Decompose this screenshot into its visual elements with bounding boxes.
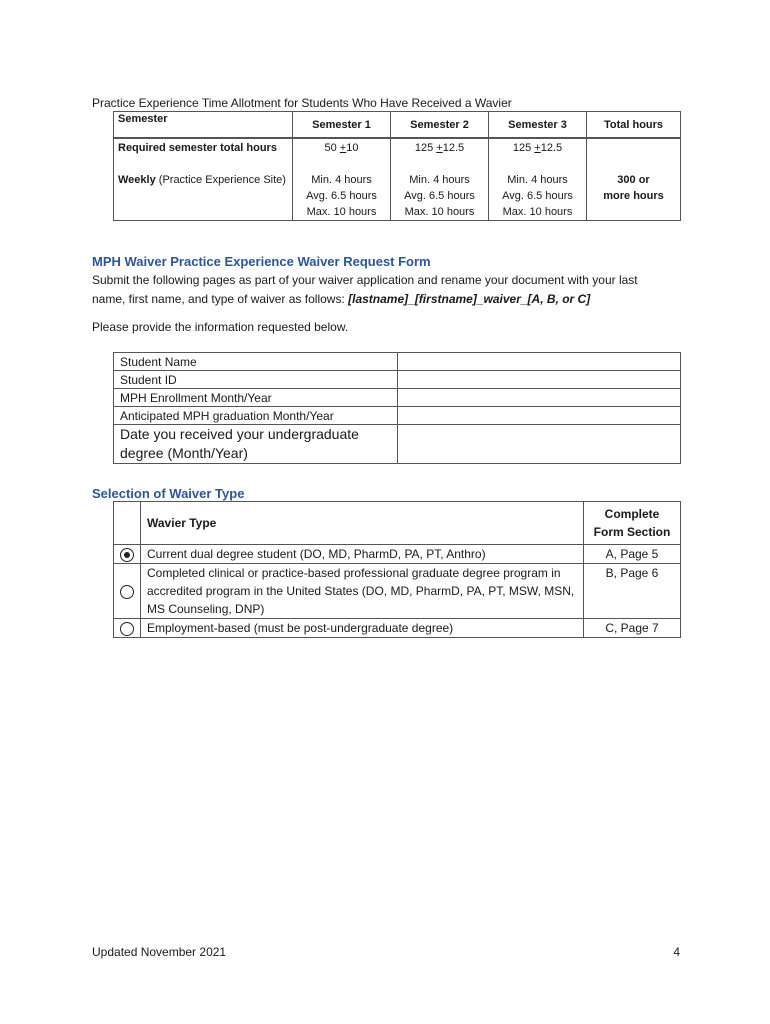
student-name-label: Student Name	[114, 353, 398, 371]
semester-3-required: 125 +12.5	[489, 138, 587, 172]
semester-1-required: 50 +10	[293, 138, 391, 172]
waiver-option-a-radio[interactable]	[114, 545, 141, 564]
student-info-row	[114, 407, 681, 425]
semester-2-weekly: Min. 4 hours Avg. 6.5 hours Max. 10 hours	[391, 172, 489, 221]
student-info-row	[114, 371, 681, 389]
required-hours-row	[114, 138, 681, 172]
student-id-label: Student ID	[114, 371, 398, 389]
weekly-hours-row	[114, 172, 681, 221]
waiver-option-b-radio[interactable]	[114, 564, 141, 619]
waiver-option-label: Employment-based (must be post-undergraduate degree)	[141, 619, 584, 638]
practice-hours-table	[113, 111, 681, 221]
enrollment-label: MPH Enrollment Month/Year	[114, 389, 398, 407]
student-info-row	[114, 389, 681, 407]
header-semester-2: Semester 2	[391, 112, 489, 139]
required-hours-label: Required semester total hours	[114, 138, 293, 172]
waiver-option-row	[114, 619, 681, 638]
page-number: 4	[673, 945, 680, 959]
header-semester: Semester	[114, 112, 293, 139]
radio-unselected-icon[interactable]	[120, 585, 134, 599]
total-hours-value: 300 or more hours	[587, 172, 681, 221]
waiver-option-label: Completed clinical or practice-based professional graduate degree program in accredited program in the United States (DO, MD, PharmD, PA, PT, MSW, MSN, MS Counseling, DNP)	[141, 564, 584, 619]
radio-selected-icon[interactable]	[120, 548, 134, 562]
waiver-selection-title: Selection of Waiver Type	[92, 486, 245, 501]
form-instructions: Submit the following pages as part of your waiver application and rename your document with your last name, first name, and type of waiver as follows: [lastname]_[firstname]_waiver_[A, B, or C]	[92, 273, 638, 306]
request-text: Please provide the information requested below.	[92, 320, 349, 334]
enrollment-field[interactable]	[398, 389, 681, 407]
form-section-header: Complete Form Section	[584, 502, 681, 545]
waiver-option-section: B, Page 6	[584, 564, 681, 619]
semester-1-weekly: Min. 4 hours Avg. 6.5 hours Max. 10 hours	[293, 172, 391, 221]
radio-header-empty	[114, 502, 141, 545]
waiver-option-label: Current dual degree student (DO, MD, PharmD, PA, PT, Anthro)	[141, 545, 584, 564]
radio-unselected-icon[interactable]	[120, 622, 134, 636]
hours-table-caption: Practice Experience Time Allotment for Students Who Have Received a Wavier	[92, 96, 512, 110]
student-info-row	[114, 353, 681, 371]
graduation-field[interactable]	[398, 407, 681, 425]
footer-updated: Updated November 2021	[92, 945, 227, 959]
waiver-option-section: A, Page 5	[584, 545, 681, 564]
waiver-option-row	[114, 545, 681, 564]
waiver-option-section: C, Page 7	[584, 619, 681, 638]
undergrad-date-field[interactable]	[398, 425, 681, 464]
header-semester-3: Semester 3	[489, 112, 587, 139]
waiver-type-header: Wavier Type	[141, 502, 584, 545]
header-total-hours: Total hours	[587, 112, 681, 139]
weekly-label: Weekly (Practice Experience Site)	[114, 172, 293, 221]
hours-table-header-row	[114, 112, 681, 139]
waiver-table-header	[114, 502, 681, 545]
waiver-type-table	[113, 501, 681, 638]
undergrad-date-label: Date you received your undergraduate degree (Month/Year)	[114, 425, 398, 464]
semester-2-required: 125 +12.5	[391, 138, 489, 172]
student-id-field[interactable]	[398, 371, 681, 389]
student-name-field[interactable]	[398, 353, 681, 371]
student-info-row	[114, 425, 681, 464]
header-semester-1: Semester 1	[293, 112, 391, 139]
waiver-option-c-radio[interactable]	[114, 619, 141, 638]
form-title: MPH Waiver Practice Experience Waiver Request Form	[92, 254, 431, 269]
total-required-empty	[587, 138, 681, 172]
waiver-option-row	[114, 564, 681, 619]
semester-3-weekly: Min. 4 hours Avg. 6.5 hours Max. 10 hours	[489, 172, 587, 221]
graduation-label: Anticipated MPH graduation Month/Year	[114, 407, 398, 425]
student-info-table	[113, 352, 681, 464]
